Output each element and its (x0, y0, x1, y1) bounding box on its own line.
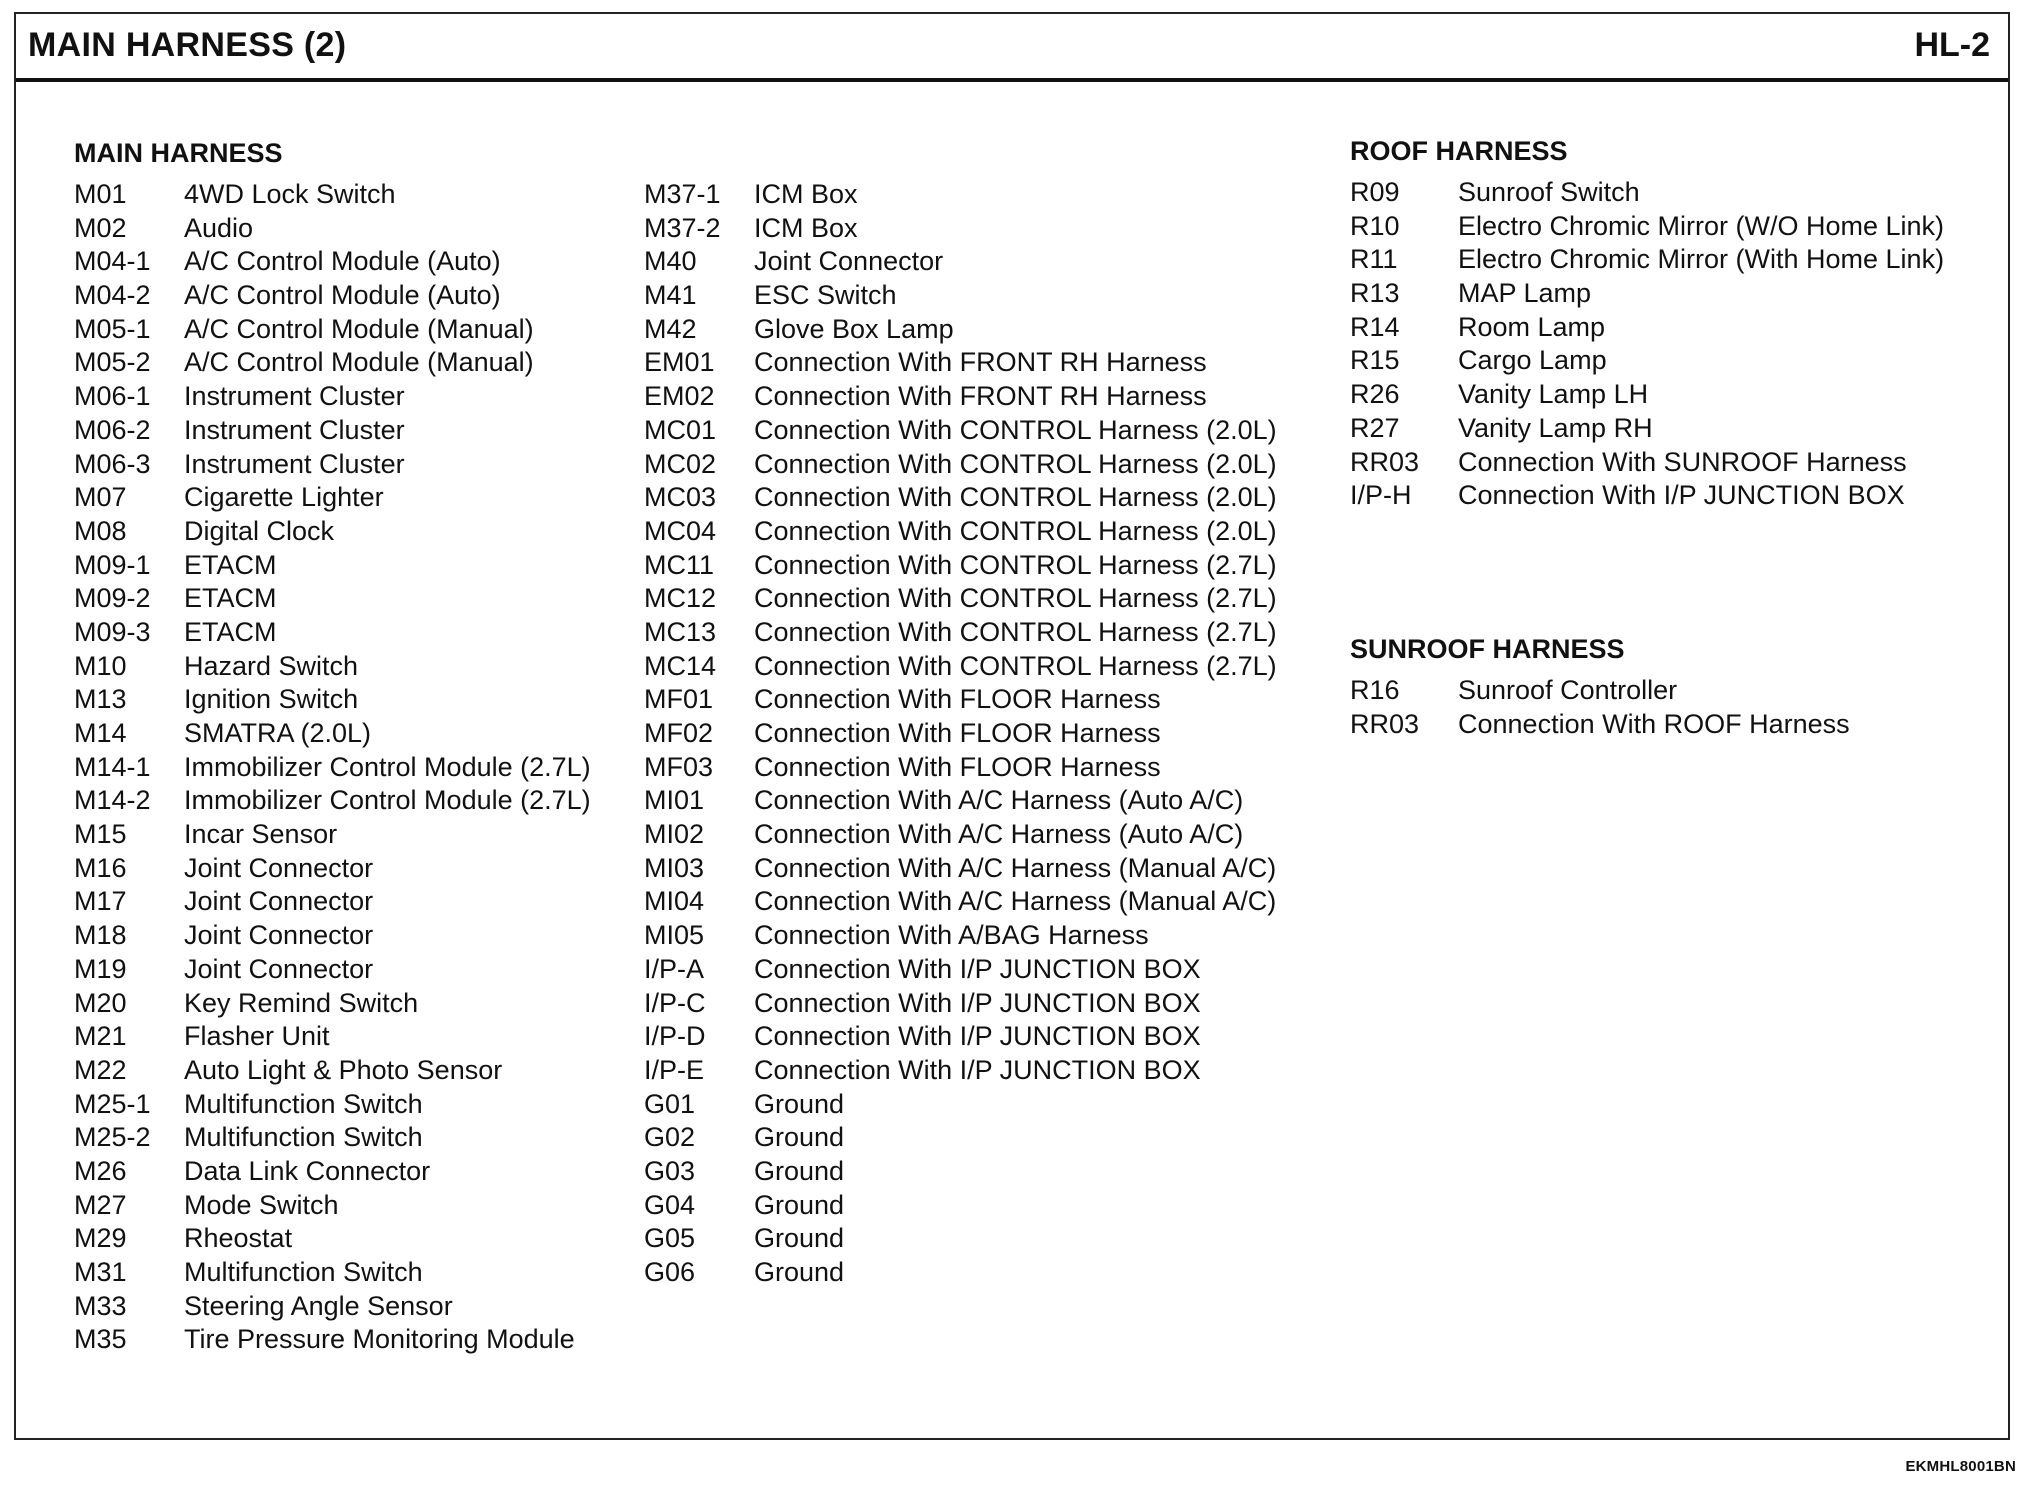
connector-description: Connection With CONTROL Harness (2.7L) (754, 583, 1277, 614)
connector-code: M42 (644, 313, 697, 344)
connector-description: Connection With CONTROL Harness (2.7L) (754, 650, 1277, 681)
page-code: HL-2 (1914, 26, 1990, 64)
connector-code: R26 (1350, 379, 1400, 410)
connector-entry (644, 1088, 1277, 1122)
main-harness-title: MAIN HARNESS (74, 138, 283, 168)
connector-entry (644, 717, 1277, 751)
connector-code: EM02 (644, 381, 715, 412)
connector-description: Cigarette Lighter (184, 482, 384, 513)
connector-entry (74, 1290, 591, 1324)
connector-code: M19 (74, 953, 127, 984)
connector-entry (644, 448, 1277, 482)
connector-code: M01 (74, 179, 127, 209)
connector-code: R09 (1350, 177, 1400, 207)
connector-code: M06-2 (74, 414, 151, 445)
connector-entry (644, 683, 1277, 717)
connector-description: A/C Control Module (Manual) (184, 347, 534, 378)
connector-description: Ground (754, 1189, 845, 1220)
connector-entry (74, 245, 591, 279)
connector-code: MC11 (644, 549, 715, 580)
connector-code: I/P-A (644, 953, 705, 984)
connector-description: Incar Sensor (184, 819, 338, 850)
connector-description: Connection With CONTROL Harness (2.0L) (754, 482, 1277, 513)
connector-entry (644, 650, 1277, 684)
connector-entry (74, 178, 591, 212)
connector-code: M29 (74, 1223, 127, 1254)
connector-description: Immobilizer Control Module (2.7L) (184, 751, 591, 782)
connector-description: Room Lamp (1458, 311, 1606, 342)
connector-description: Key Remind Switch (184, 987, 419, 1018)
connector-description: Hazard Switch (184, 650, 359, 681)
connector-description: Auto Light & Photo Sensor (184, 1054, 503, 1085)
connector-code: G02 (644, 1122, 696, 1153)
connector-code: MF01 (644, 684, 714, 715)
connector-description: Sunroof Controller (1458, 675, 1678, 705)
connector-code: RR03 (1350, 708, 1420, 739)
connector-code: M04-1 (74, 246, 151, 277)
connector-entry (644, 245, 1277, 279)
connector-description: Connection With CONTROL Harness (2.7L) (754, 616, 1277, 647)
connector-entry (1350, 412, 1944, 446)
connector-code: MI05 (644, 920, 705, 951)
connector-entry (1350, 674, 1850, 708)
connector-description: Connection With CONTROL Harness (2.0L) (754, 515, 1277, 546)
connector-code: I/P-E (644, 1054, 705, 1085)
connector-entry (644, 414, 1277, 448)
connector-description: Flasher Unit (184, 1021, 330, 1052)
main-harness-column-1 (74, 132, 591, 1357)
roof-harness-column (1350, 130, 1944, 513)
connector-code: M25-1 (74, 1088, 151, 1119)
connector-description: Instrument Cluster (184, 381, 405, 412)
connector-code: M06-1 (74, 381, 151, 412)
connector-code: M22 (74, 1054, 127, 1085)
connector-description: Glove Box Lamp (754, 313, 954, 344)
connector-description: Multifunction Switch (184, 1122, 423, 1153)
connector-entry (74, 650, 591, 684)
connector-entry (644, 1222, 1277, 1256)
connector-entry (644, 987, 1277, 1021)
page-header (16, 14, 2008, 82)
connector-code: R15 (1350, 345, 1400, 376)
connector-entry (74, 1020, 591, 1054)
connector-description: Connection With A/C Harness (Manual A/C) (754, 886, 1277, 917)
connector-description: MAP Lamp (1458, 278, 1592, 309)
connector-description: Instrument Cluster (184, 414, 405, 445)
connector-description: A/C Control Module (Auto) (184, 246, 501, 277)
connector-code: M10 (74, 650, 127, 681)
connector-code: RR03 (1350, 446, 1420, 477)
connector-description: A/C Control Module (Manual) (184, 313, 534, 344)
connector-entry (74, 1256, 591, 1290)
connector-code: R27 (1350, 412, 1400, 443)
figure-code: EKMHL8001BN (1905, 1458, 2016, 1475)
connector-code: MC14 (644, 650, 717, 681)
connector-description: Connection With FLOOR Harness (754, 751, 1161, 782)
connector-entry (644, 1020, 1277, 1054)
connector-entry (644, 481, 1277, 515)
connector-entry (74, 1222, 591, 1256)
connector-description: Connection With CONTROL Harness (2.0L) (754, 414, 1277, 445)
connector-description: SMATRA (2.0L) (184, 718, 372, 748)
connector-description: Connection With A/C Harness (Manual A/C) (754, 852, 1277, 883)
connector-entry (644, 1189, 1277, 1223)
connector-entry (1350, 277, 1944, 311)
connector-entry (644, 515, 1277, 549)
connector-entry (644, 1155, 1277, 1189)
connector-entry (74, 1323, 591, 1357)
roof-harness-list (1350, 176, 1944, 513)
connector-description: Joint Connector (754, 246, 944, 277)
connector-entry (644, 313, 1277, 347)
connector-code: M09-3 (74, 616, 151, 647)
connector-code: M09-2 (74, 583, 151, 614)
main-harness-list-1 (74, 178, 591, 1357)
connector-code: M31 (74, 1257, 127, 1287)
connector-code: M41 (644, 280, 697, 311)
connector-description: Connection With I/P JUNCTION BOX (754, 953, 1201, 984)
connector-description: Data Link Connector (184, 1155, 431, 1186)
connector-code: MC04 (644, 515, 717, 546)
connector-code: M02 (74, 212, 127, 243)
connector-entry (644, 380, 1277, 414)
connector-entry (74, 279, 591, 313)
connector-entry (644, 212, 1277, 246)
connector-entry (1350, 479, 1944, 513)
connector-description: Ground (754, 1122, 845, 1153)
connector-description: Connection With A/BAG Harness (754, 920, 1149, 951)
connector-code: G04 (644, 1189, 696, 1220)
connector-description: Connection With FRONT RH Harness (754, 381, 1207, 412)
connector-description: Joint Connector (184, 953, 374, 984)
connector-entry (644, 616, 1277, 650)
connector-description: Ground (754, 1223, 845, 1254)
connector-code: M14 (74, 718, 127, 748)
connector-description: ETACM (184, 549, 277, 580)
connector-code: M37-1 (644, 179, 721, 209)
connector-description: Audio (184, 212, 254, 243)
connector-entry (74, 818, 591, 852)
connector-code: M17 (74, 886, 127, 917)
connector-code: M09-1 (74, 549, 151, 580)
connector-code: M04-2 (74, 280, 151, 311)
connector-code: MC12 (644, 583, 717, 614)
main-harness-list-2 (644, 178, 1277, 1290)
connector-code: MC02 (644, 448, 717, 479)
connector-entry (74, 313, 591, 347)
connector-code: M35 (74, 1324, 127, 1355)
connector-description: Connection With A/C Harness (Auto A/C) (754, 819, 1244, 850)
connector-description: Connection With FRONT RH Harness (754, 347, 1207, 378)
connector-description: Connection With FLOOR Harness (754, 718, 1161, 748)
connector-entry (644, 279, 1277, 313)
connector-description: 4WD Lock Switch (184, 179, 396, 209)
connector-code: R14 (1350, 311, 1400, 342)
connector-entry (74, 784, 591, 818)
connector-code: M08 (74, 515, 127, 546)
connector-code: G06 (644, 1257, 696, 1287)
connector-entry (644, 885, 1277, 919)
connector-description: Ground (754, 1155, 845, 1186)
connector-entry (74, 852, 591, 886)
connector-description: Ground (754, 1088, 845, 1119)
connector-description: Ground (754, 1257, 845, 1287)
connector-code: R16 (1350, 675, 1400, 705)
connector-entry (644, 919, 1277, 953)
connector-entry (644, 751, 1277, 785)
connector-entry (74, 683, 591, 717)
connector-entry (74, 1155, 591, 1189)
connector-entry (74, 885, 591, 919)
connector-description: Digital Clock (184, 515, 335, 546)
connector-code: I/P-C (644, 987, 706, 1018)
connector-description: Ignition Switch (184, 684, 359, 715)
connector-entry (74, 481, 591, 515)
connector-description: Joint Connector (184, 886, 374, 917)
connector-code: M14-1 (74, 751, 151, 782)
connector-description: Connection With A/C Harness (Auto A/C) (754, 785, 1244, 816)
connector-entry (74, 448, 591, 482)
connector-description: Steering Angle Sensor (184, 1290, 453, 1321)
connector-entry (74, 549, 591, 583)
connector-code: I/P-D (644, 1021, 706, 1052)
connector-entry (1350, 708, 1850, 742)
connector-code: MI04 (644, 886, 705, 917)
connector-description: ETACM (184, 583, 277, 614)
sunroof-harness-list (1350, 674, 1850, 741)
connector-description: Tire Pressure Monitoring Module (184, 1324, 575, 1355)
page-title: MAIN HARNESS (2) (28, 26, 347, 64)
connector-entry (644, 346, 1277, 380)
connector-entry (644, 818, 1277, 852)
connector-code: MI03 (644, 852, 705, 883)
connector-entry (74, 380, 591, 414)
connector-description: Connection With I/P JUNCTION BOX (754, 987, 1201, 1018)
connector-code: M33 (74, 1290, 127, 1321)
connector-description: Joint Connector (184, 920, 374, 951)
connector-code: M05-2 (74, 347, 151, 378)
connector-description: Vanity Lamp RH (1458, 412, 1653, 443)
connector-description: Joint Connector (184, 852, 374, 883)
connector-code: I/P-H (1350, 480, 1412, 511)
connector-entry (74, 751, 591, 785)
connector-entry (74, 717, 591, 751)
connector-code: R10 (1350, 210, 1400, 241)
connector-code: MC01 (644, 414, 717, 445)
connector-entry (644, 784, 1277, 818)
connector-code: MC13 (644, 616, 717, 647)
connector-entry (74, 987, 591, 1021)
connector-code: EM01 (644, 347, 715, 378)
connector-description: Connection With CONTROL Harness (2.7L) (754, 549, 1277, 580)
connector-description: ICM Box (754, 212, 858, 243)
connector-entry (74, 919, 591, 953)
connector-description: Connection With I/P JUNCTION BOX (754, 1021, 1201, 1052)
connector-description: Connection With CONTROL Harness (2.0L) (754, 448, 1277, 479)
connector-code: M21 (74, 1021, 127, 1052)
connector-description: Sunroof Switch (1458, 177, 1640, 207)
connector-code: G03 (644, 1155, 696, 1186)
connector-code: MI02 (644, 819, 705, 850)
connector-description: Multifunction Switch (184, 1257, 423, 1287)
connector-entry (1350, 344, 1944, 378)
connector-entry (74, 616, 591, 650)
connector-code: R13 (1350, 278, 1400, 309)
connector-description: Vanity Lamp LH (1458, 379, 1649, 410)
connector-entry (74, 1121, 591, 1155)
connector-description: ESC Switch (754, 280, 897, 311)
connector-code: M25-2 (74, 1122, 151, 1153)
main-harness-column-2 (644, 178, 1277, 1290)
connector-code: M26 (74, 1155, 127, 1186)
connector-entry (74, 1054, 591, 1088)
connector-description: Multifunction Switch (184, 1088, 423, 1119)
connector-entry (644, 1121, 1277, 1155)
connector-code: MC03 (644, 482, 717, 513)
connector-description: Instrument Cluster (184, 448, 405, 479)
connector-entry (644, 549, 1277, 583)
connector-code: M14-2 (74, 785, 151, 816)
connector-entry (74, 515, 591, 549)
connector-entry (644, 178, 1277, 212)
connector-description: Connection With FLOOR Harness (754, 684, 1161, 715)
connector-code: M13 (74, 684, 127, 715)
connector-entry (1350, 176, 1944, 210)
roof-harness-title: ROOF HARNESS (1350, 136, 1568, 166)
connector-description: Connection With I/P JUNCTION BOX (1458, 480, 1905, 511)
connector-code: M15 (74, 819, 127, 850)
connector-code: G05 (644, 1223, 696, 1254)
connector-code: MF03 (644, 751, 714, 782)
connector-entry (1350, 378, 1944, 412)
connector-entry (74, 212, 591, 246)
connector-description: Electro Chromic Mirror (With Home Link) (1458, 244, 1945, 275)
connector-code: M07 (74, 482, 127, 513)
connector-description: Mode Switch (184, 1189, 339, 1220)
connector-code: M37-2 (644, 212, 721, 243)
connector-entry (74, 1189, 591, 1223)
connector-description: Cargo Lamp (1458, 345, 1607, 376)
connector-entry (644, 1054, 1277, 1088)
connector-description: ICM Box (754, 179, 858, 209)
connector-entry (644, 852, 1277, 886)
connector-description: ETACM (184, 616, 277, 647)
connector-code: MI01 (644, 785, 705, 816)
connector-code: M27 (74, 1189, 127, 1220)
connector-entry (1350, 311, 1944, 345)
connector-code: M20 (74, 987, 127, 1018)
connector-code: M18 (74, 920, 127, 951)
connector-entry (1350, 446, 1944, 480)
connector-entry (74, 1088, 591, 1122)
connector-description: Rheostat (184, 1223, 293, 1254)
connector-code: G01 (644, 1088, 696, 1119)
connector-description: A/C Control Module (Auto) (184, 280, 501, 311)
connector-entry (1350, 210, 1944, 244)
connector-description: Connection With SUNROOF Harness (1458, 446, 1907, 477)
connector-entry (74, 582, 591, 616)
connector-description: Electro Chromic Mirror (W/O Home Link) (1458, 210, 1945, 241)
connector-entry (1350, 243, 1944, 277)
connector-code: M40 (644, 246, 697, 277)
connector-code: M16 (74, 852, 127, 883)
connector-description: Immobilizer Control Module (2.7L) (184, 785, 591, 816)
connector-entry (74, 346, 591, 380)
connector-entry (74, 953, 591, 987)
sunroof-harness-column (1350, 628, 1850, 741)
connector-code: M06-3 (74, 448, 151, 479)
connector-entry (644, 582, 1277, 616)
connector-code: R11 (1350, 244, 1398, 275)
connector-entry (644, 1256, 1277, 1290)
connector-entry (644, 953, 1277, 987)
connector-description: Connection With I/P JUNCTION BOX (754, 1054, 1201, 1085)
connector-entry (74, 414, 591, 448)
connector-description: Connection With ROOF Harness (1458, 708, 1850, 739)
sunroof-harness-title: SUNROOF HARNESS (1350, 634, 1625, 664)
connector-code: M05-1 (74, 313, 151, 344)
connector-code: MF02 (644, 718, 714, 748)
